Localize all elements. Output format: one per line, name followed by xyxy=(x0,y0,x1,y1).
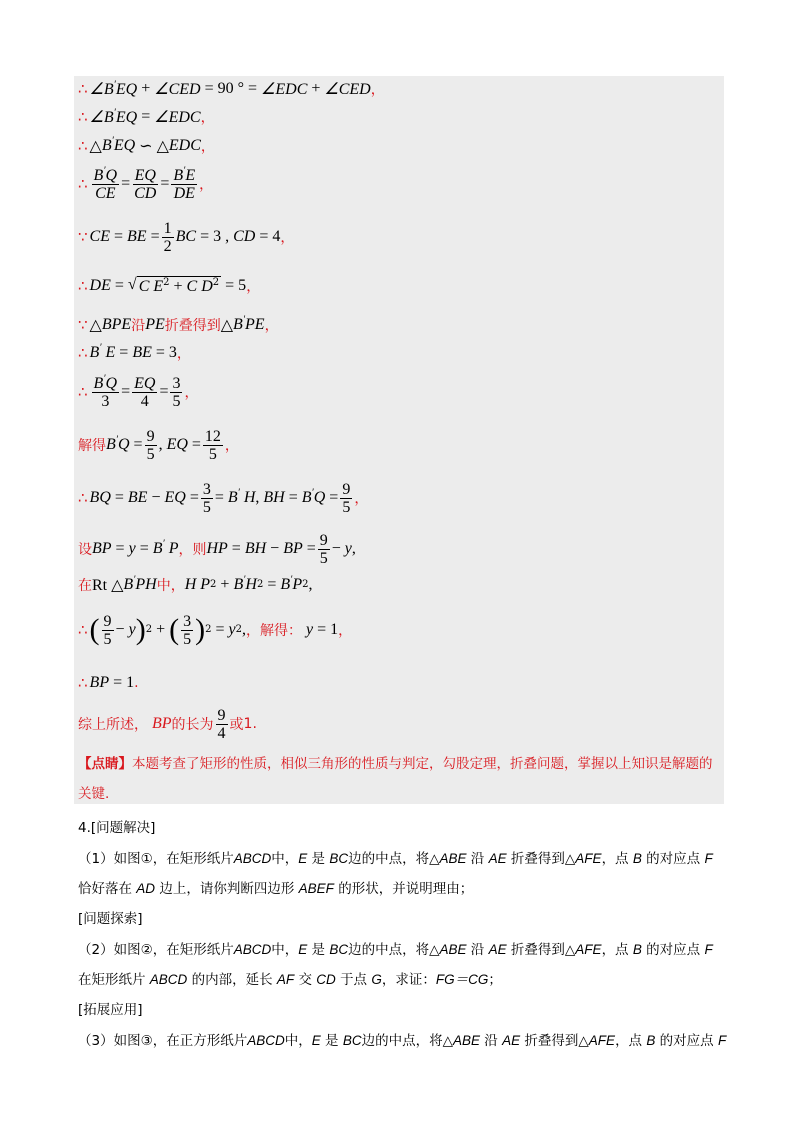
solution-line-2: ∴ ∠B′EQ = ∠EDC ， xyxy=(78,107,215,126)
problem-part-2-line-1: （2）如图②，在矩形纸片ABCD中，E 是 BC边的中点，将△ABE 沿 AE 折叠得到△AFE，点 B 的对应点 F xyxy=(78,942,713,958)
summary-line: 综上所述， BP 的长为 $\frac{9}{4}$ 或 1 . xyxy=(78,706,257,742)
solution-line-5: ∵ CE = BE = $\frac{1}{2}$ BC = 3 , CD = 4 ， xyxy=(78,219,295,255)
solution-line-8: ∴ B′ E = BE = 3 ， xyxy=(78,342,191,362)
solution-line-11: ∴ BQ = BE − EQ = $\frac{3}{5}$ = B′ H , BH = B′Q = $\frac{9}{5}$ ， xyxy=(78,480,369,516)
key-point-note: 【点睛】本题考查了矩形的性质，相似三角形的性质与判定，勾股定理，折叠问题，掌握以上知识是解题的关键. xyxy=(78,756,713,802)
solution-line-12: 设 BP = y = B′ P ，则 HP = BH − BP = $\frac{9}{5}$ − y , xyxy=(78,531,356,567)
section-explore: [问题探索] xyxy=(78,911,143,927)
solution-line-3: ∴ △ B′EQ ∽ △ EDC ， xyxy=(78,135,215,155)
solution-line-13: 在 Rt △ B′PH 中， H P 2 + B′H 2 = B′P 2 , xyxy=(78,574,313,594)
problem-part-3-line-1: （3）如图③，在正方形纸片ABCD中，E 是 BC边的中点，将△ABE 沿 AE 折叠得到△AFE，点 B 的对应点 F xyxy=(78,1033,727,1049)
solution-line-6: ∴ DE = √ C $E^2 + C$ $D^2$ = 5 ， xyxy=(78,276,261,295)
problem-part-2-line-2: 在矩形纸片 ABCD 的内部，延长 AF 交 CD 于点 G，求证：FG＝CG； xyxy=(78,972,502,988)
problem-title: 4.[问题解决] xyxy=(78,820,156,836)
problem-part-1-line-2: 恰好落在 AD 边上，请你判断四边形 ABEF 的形状，并说明理由； xyxy=(78,881,474,897)
solution-line-1: ∴ ∠B′EQ + ∠CED = 90 ° = ∠EDC + ∠CED ， xyxy=(78,79,385,98)
solution-line-7: ∵ △ BPE 沿 PE 折叠得到 △ B′PE ， xyxy=(78,314,279,334)
problem-part-1-line-1: （1）如图①，在矩形纸片ABCD中，E 是 BC边的中点，将△ABE 沿 AE 折叠得到△AFE，点 B 的对应点 F xyxy=(78,851,713,867)
solution-line-9: ∴ $\frac{B'Q}{3}$ = $\frac{EQ}{4}$ = $\frac{3}{5}$ ， xyxy=(78,373,199,410)
section-extend: [拓展应用] xyxy=(78,1002,143,1018)
solution-line-4: ∴ $\frac{B'Q}{CE}$ = $\frac{EQ}{CD}$ = $\frac{B'E}{DE}$ ， xyxy=(78,165,214,202)
solution-line-15: ∴ BP = 1 . xyxy=(78,674,139,692)
solution-line-10: 解得 B′Q = $\frac{9}{5}$ , EQ = $\frac{12}{5}$ ， xyxy=(78,427,239,463)
solution-line-14: ∴ ( $\frac{9}{5}$ − y ) 2 + ( $\frac{3}{5}$ ) 2 = y 2 , ，解得： y = 1 ， xyxy=(78,612,353,648)
